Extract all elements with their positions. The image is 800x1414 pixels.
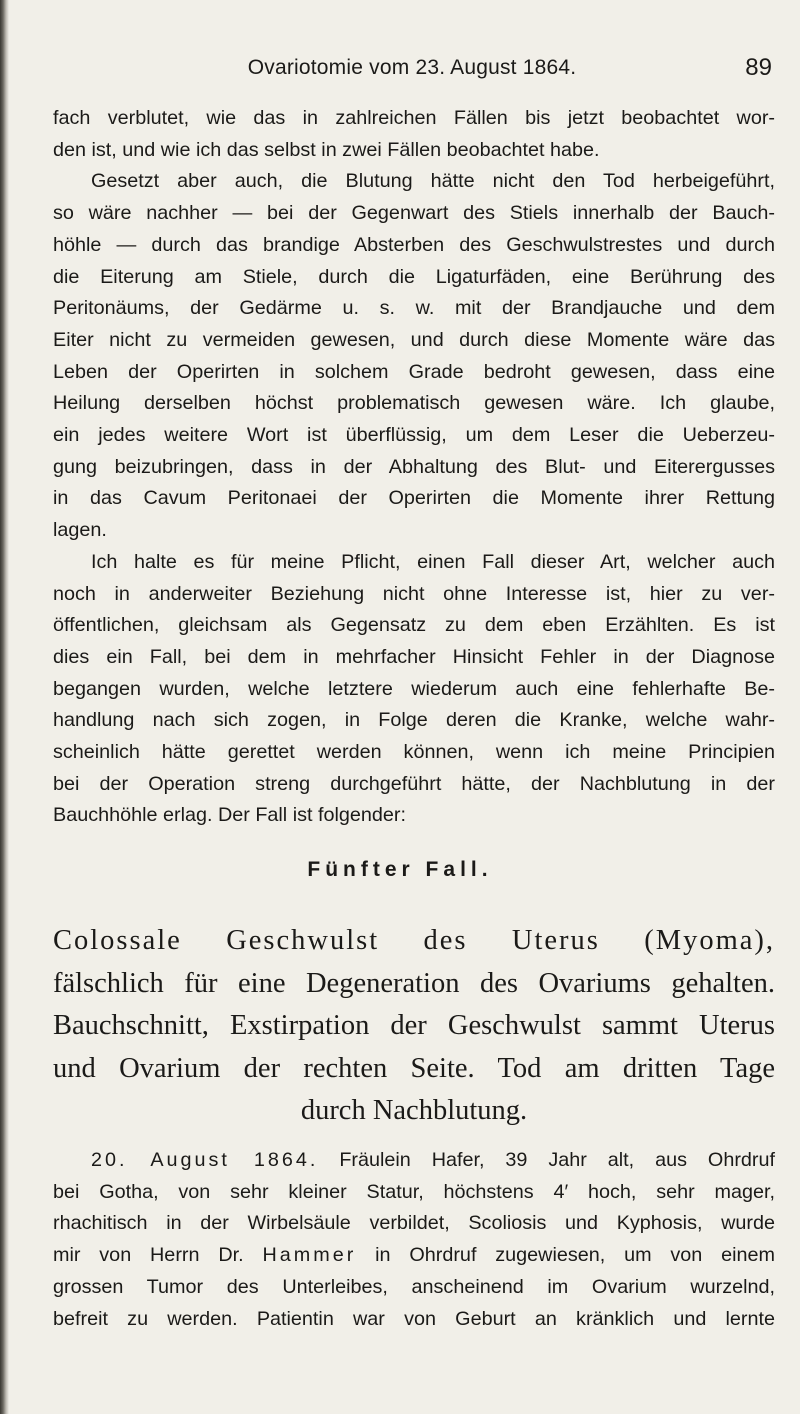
text-line: so wäre nachher — bei der Gegenwart des Stiels innerhalb der Bauch- xyxy=(53,202,775,225)
text-line: Leben der Operirten in solchem Grade bedroht gewesen, dass eine xyxy=(53,360,775,383)
case-title xyxy=(53,920,775,1133)
text-line: lagen. xyxy=(53,519,107,542)
case-date: 20. August 1864. xyxy=(91,1149,319,1171)
text-line: gung beizubringen, dass in der Abhaltung des Blut- und Eiterergusses xyxy=(53,455,775,478)
section-heading: Fünfter Fall. xyxy=(307,858,493,881)
text-line: rhachitisch in der Wirbelsäule verbildet, Scoliosis und Kyphosis, wurde xyxy=(53,1212,775,1235)
text-line: dies ein Fall, bei dem in mehrfacher Hinsicht Fehler in der Diagnose xyxy=(53,645,775,668)
case-text xyxy=(53,1145,775,1335)
text-line: Ich halte es für meine Pflicht, einen Fall dieser Art, welcher auch xyxy=(91,550,775,573)
text-line xyxy=(53,1145,775,1177)
text-line: befreit zu werden. Patientin war von Geburt an kränklich und lernte xyxy=(53,1307,775,1330)
page-binding-edge xyxy=(0,0,9,1414)
text-line: die Eiterung am Stiele, durch die Ligaturfäden, eine Berührung des xyxy=(53,265,775,288)
text-line: in das Cavum Peritonaei der Operirten die Momente ihrer Rettung xyxy=(53,487,775,510)
text-line: Gesetzt aber auch, die Blutung hätte nicht den Tod herbeigeführt, xyxy=(91,170,775,193)
page-header xyxy=(52,56,772,90)
text-line: scheinlich hätte gerettet werden können, wenn ich meine Principien xyxy=(53,741,775,764)
text-line: höhle — durch das brandige Absterben des Geschwulstrestes und durch xyxy=(53,233,775,256)
case-title-line: fälschlich für eine Degeneration des Ovariums gehalten. xyxy=(53,967,775,999)
case-title-line: und Ovarium der rechten Seite. Tod am dritten Tage xyxy=(53,1052,775,1084)
text-line xyxy=(53,1240,775,1272)
text-fragment: mir von Herrn Dr. xyxy=(53,1244,244,1267)
text-fragment: in Ohrdruf zugewiesen, um von einem xyxy=(375,1244,775,1267)
page-number: 89 xyxy=(745,54,772,81)
text-line: Heilung derselben höchst problematisch gewesen wäre. Ich glaube, xyxy=(53,392,775,415)
case-title-line: Colossale Geschwulst des Uterus (Myoma), xyxy=(53,925,775,956)
text-line: den ist, und wie ich das selbst in zwei Fällen beobachtet habe. xyxy=(53,138,600,161)
text-line: Peritonäums, der Gedärme u. s. w. mit der Brandjauche und dem xyxy=(53,297,775,320)
text-line: fach verblutet, wie das in zahlreichen Fällen bis jetzt beobachtet wor- xyxy=(53,107,775,129)
body-text-top xyxy=(53,103,775,832)
text-fragment: Fräulein Hafer, 39 Jahr alt, aus Ohrdruf xyxy=(339,1149,775,1171)
case-title-line: durch Nachblutung. xyxy=(300,1095,528,1126)
text-line: begangen wurden, welche letztere wiederum auch eine fehlerhafte Be- xyxy=(53,677,775,700)
text-line: ein jedes weitere Wort ist überflüssig, um dem Leser die Ueberzeu- xyxy=(53,424,775,447)
running-title: Ovariotomie vom 23. August 1864. xyxy=(247,56,577,79)
text-line: handlung nach sich zogen, in Folge deren die Kranke, welche wahr- xyxy=(53,709,775,732)
text-line: bei der Operation streng durchgeführt hätte, der Nachblutung in der xyxy=(53,772,775,795)
case-title-line: Bauchschnitt, Exstirpation der Geschwulst sammt Uterus xyxy=(53,1010,775,1041)
text-line: grossen Tumor des Unterleibes, anscheinend im Ovarium wurzelnd, xyxy=(53,1275,775,1298)
text-line: noch in anderweiter Beziehung nicht ohne Interesse ist, hier zu ver- xyxy=(53,582,775,605)
text-line: Eiter nicht zu vermeiden gewesen, und durch diese Momente wäre das xyxy=(53,328,775,351)
text-line: öffentlichen, gleichsam als Gegensatz zu dem eben Erzählten. Es ist xyxy=(53,614,775,637)
text-line: Bauchhöhle erlag. Der Fall ist folgender: xyxy=(53,804,406,827)
doctor-name: Hammer xyxy=(262,1244,357,1267)
text-line: bei Gotha, von sehr kleiner Statur, höchstens 4′ hoch, sehr mager, xyxy=(53,1180,775,1203)
